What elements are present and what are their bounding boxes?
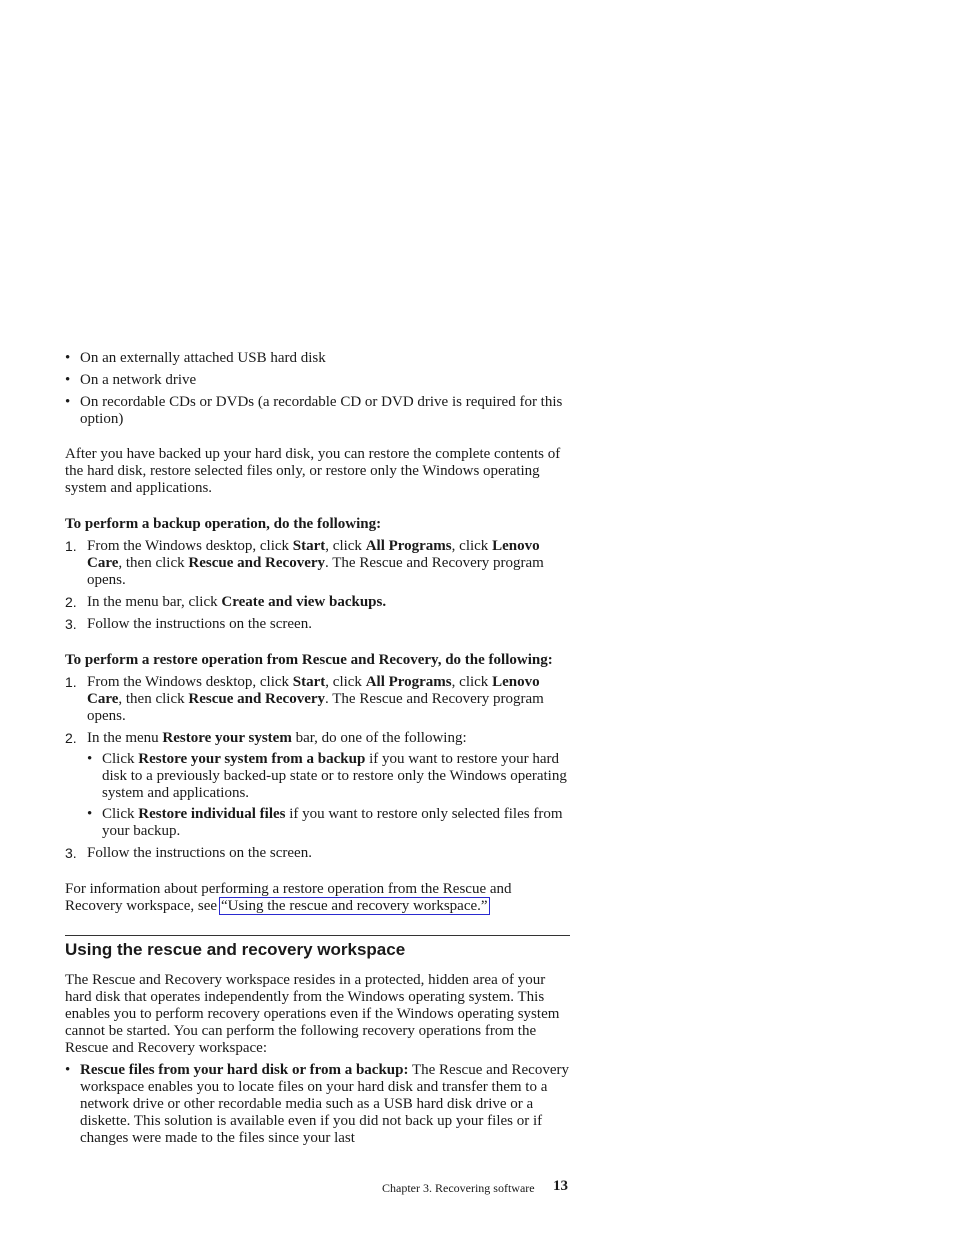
chapter-label: Chapter 3. Recovering software <box>382 1181 535 1195</box>
restore-options-paragraph: After you have backed up your hard disk, you can restore the complete contents of the hard disk, restore selected files only, or restore only the Windows operating system and applications. <box>65 446 561 496</box>
workspace-section-link[interactable]: “Using the rescue and recovery workspace.” <box>221 898 488 914</box>
backup-procedure-heading: To perform a backup operation, do the following: <box>65 516 382 532</box>
section-title: Using the rescue and recovery workspace <box>65 940 406 959</box>
page-number: 13 <box>553 1178 568 1194</box>
list-item: • On a network drive <box>65 372 570 389</box>
backup-step-3: 3. Follow the instructions on the screen. <box>65 616 312 632</box>
restore-step-1: 1. From the Windows desktop, click Start, click All Programs, click Lenovo Care, then click Rescue and Recovery. The Rescue and Recovery program opens. <box>65 674 544 724</box>
cross-reference-paragraph: For information about performing a restore operation from the Rescue and Recovery workspace, see “Using the rescue and recovery workspace.” <box>65 881 512 914</box>
restore-step-3: 3. Follow the instructions on the screen. <box>65 845 312 861</box>
backup-location-list <box>65 350 570 428</box>
restore-options-list <box>87 751 570 840</box>
list-item: • On an externally attached USB hard disk <box>65 350 570 367</box>
restore-procedure-heading: To perform a restore operation from Rescue and Recovery, do the following: <box>65 652 553 668</box>
list-item: • On recordable CDs or DVDs (a recordable CD or DVD drive is required for this option) <box>65 394 570 428</box>
backup-steps-list <box>65 538 570 633</box>
list-item: • Click Restore individual files if you want to restore only selected files from your backup. <box>87 806 570 840</box>
page-footer <box>382 1180 572 1196</box>
restore-step-2: 2. In the menu Restore your system bar, do one of the following: • Click Restore your system from a backup if you want to restore your hard disk to a previously backed-up state or to restore only the Windows operating system and applications. • Click Restore individual files if you want to restore only selected files from your backup. <box>65 730 570 840</box>
backup-step-1: 1. From the Windows desktop, click Start, click All Programs, click Lenovo Care, then click Rescue and Recovery. The Rescue and Recovery program opens. <box>65 538 544 588</box>
restore-steps-list <box>65 674 570 862</box>
list-item: • Click Restore your system from a backup if you want to restore your hard disk to a previously backed-up state or to restore only the Windows operating system and applications. <box>87 751 570 802</box>
section-divider <box>65 935 570 936</box>
page-content <box>65 350 570 1152</box>
backup-step-2: 2. In the menu bar, click Create and view backups. <box>65 594 387 610</box>
list-item: • Rescue files from your hard disk or from a backup: The Rescue and Recovery workspace enables you to locate files on your hard disk and transfer them to a network drive or other recordable media such as a USB hard disk drive or a diskette. This solution is available even if you did not back up your files or if changes were made to the files since your last <box>65 1062 570 1147</box>
section-paragraph: The Rescue and Recovery workspace resides in a protected, hidden area of your hard disk that operates independently from the Windows operating system. This enables you to perform recovery operations even if the Windows operating system cannot be started. You can perform the following recovery operations from the Rescue and Recovery workspace: <box>65 972 560 1056</box>
